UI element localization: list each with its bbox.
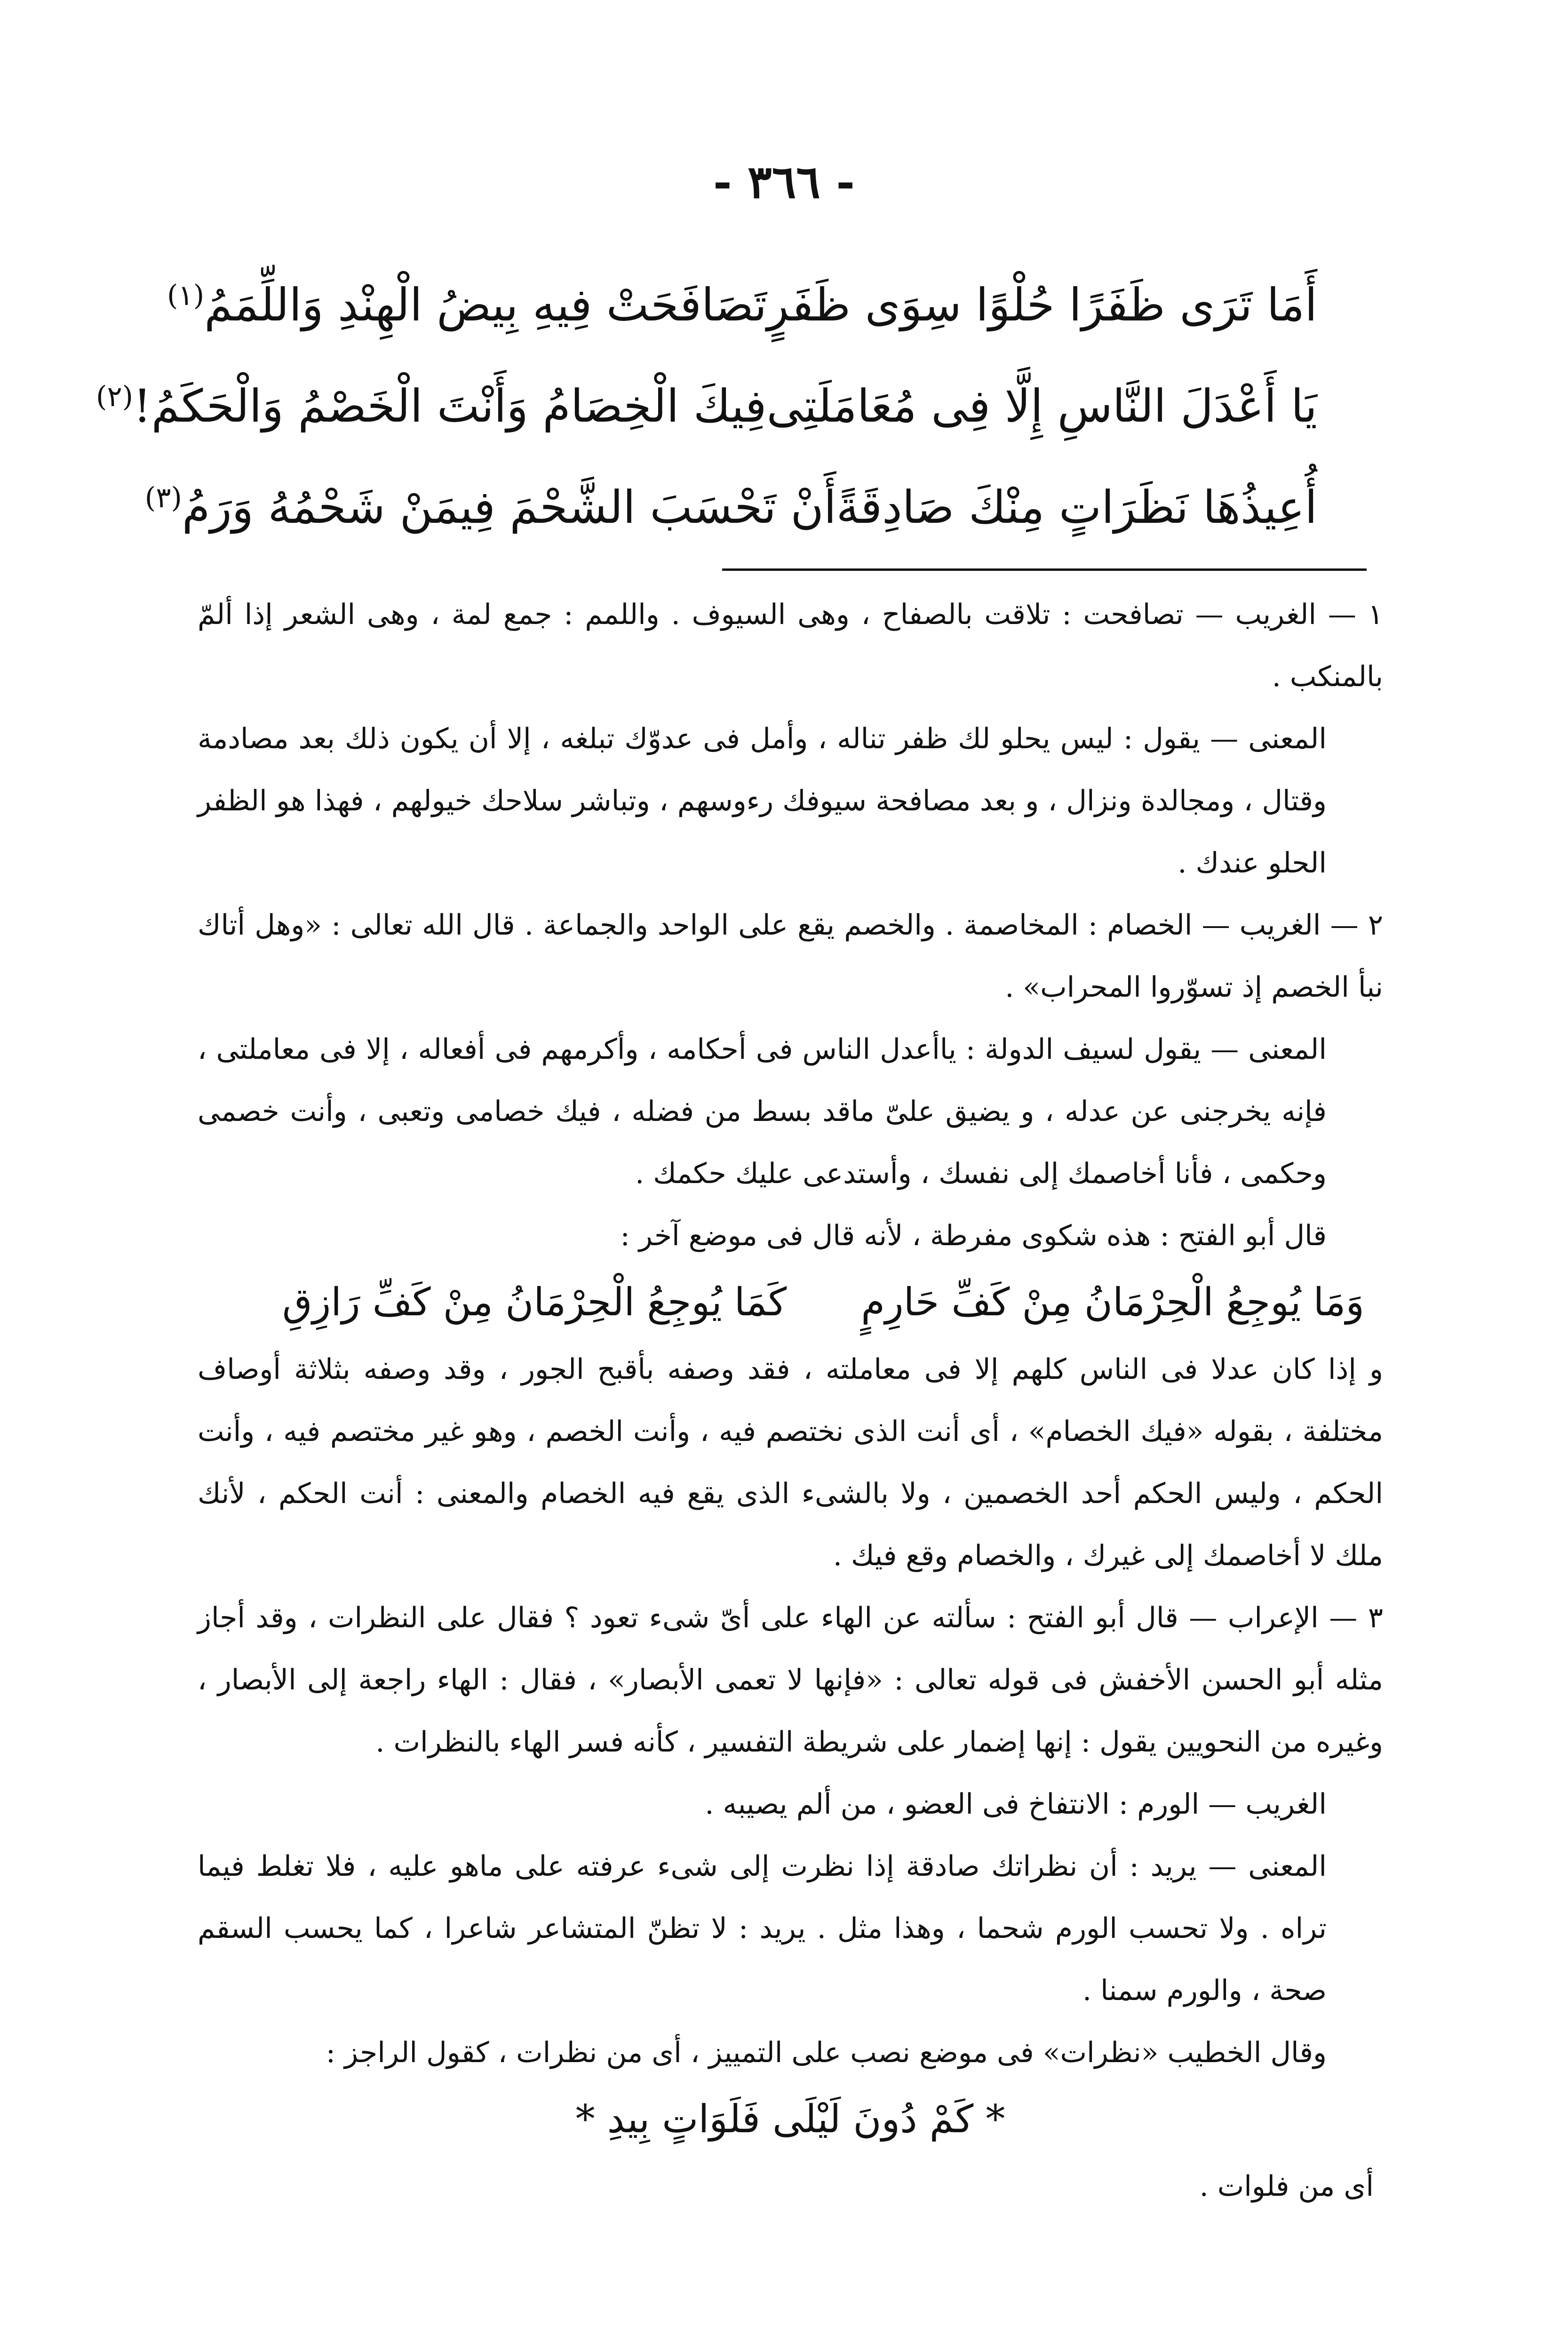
poem-verses	[96, 254, 1317, 558]
final-line: أى من فلوات .	[1199, 2170, 1374, 2203]
quoted-verse-second: كَمَا يُوجِعُ الْحِرْمَانُ مِنْ كَفِّ رَازِقِ	[282, 1280, 787, 1325]
verse-1	[167, 254, 1317, 355]
note-1-maana: المعنى — يقول : ليس يحلو لك ظفر تناله ، وأمل فى عدوّك تبلغه ، إلا أن يكون ذلك بعد مصادمة وقتال ، ومجالدة ونزال ، و بعد مصافحة سيوفك رءوسهم ، وتباشر سلاحك خيولهم ، فهذا هو الظفر الحلو عندك .	[198, 722, 1327, 880]
verse-3-first-hemistich: أُعِيذُهَا نَظَرَاتٍ مِنْكَ صَادِقَةً	[836, 480, 1317, 534]
verse-3-footnote-ref: (٣)	[144, 481, 182, 514]
footnote-divider	[722, 568, 1367, 571]
verse-3	[144, 456, 1317, 558]
note-3-gharib: الغريب — الورم : الانتفاخ فى العضو ، من ألم يصيبه .	[705, 1788, 1327, 1821]
verse-1-first-hemistich: أَمَا تَرَى ظَفَرًا حُلْوًا سِوَى ظَفَرٍ	[767, 278, 1317, 331]
note-2-continuation: و إذا كان عدلا فى الناس كلهم إلا فى معاملته ، فقد وصفه بأقبح الجور ، وقد وصفه بثلاثة أوصاف مختلفة ، بقوله «فيك الخصام» ، أى أنت الذى نختصم فيه ، وأنت الخصم ، وهو غير مختصم فيه ، وأنت الحكم ، وليس الحكم أحد الخصمين ، ولا بالشىء الذى يقع فيه الخصام والمعنى : أنت الحكم ، لأنك ملك لا أخاصمك إلى غيرك ، والخصام وقع فيك .	[198, 1353, 1383, 1572]
verse-2-first-hemistich: يَا أَعْدَلَ النَّاسِ إِلَّا فِى مُعَامَلَتِى	[766, 379, 1317, 432]
note-3-irab: ٣ — الإعراب — قال أبو الفتح : سألته عن الهاء على أىّ شىء تعود ؟ فقال على النظرات ، وقد أجاز مثله أبو الحسن الأخفش فى قوله تعالى : «فإنها لا تعمى الأبصار» ، فقال : الهاء راجعة إلى الأبصار ، وغيره من النحويين يقول : إنها إضمار على شريطة التفسير ، كأنه فسر الهاء بالنظرات .	[198, 1601, 1383, 1759]
verse-2-second-text: فِيكَ الْخِصَامُ وَأَنْتَ الْخَصْمُ وَالْحَكَمُ!	[133, 379, 767, 432]
note-2-gharib: ٢ — الغريب — الخصام : المخاصمة . والخصم يقع على الواحد والجماعة . قال الله تعالى : «وهل أتاك نبأ الخصم إذ تسوّروا المحراب» .	[198, 909, 1383, 1004]
verse-1-second-hemistich	[167, 279, 767, 331]
commentary	[198, 584, 1383, 2217]
note-1-gharib: ١ — الغريب — تصافحت : تلاقت بالصفاح ، وهى السيوف . واللمم : جمع لمة ، وهى الشعر إذا ألمّ بالمنكب .	[198, 598, 1383, 693]
page-number: - ٣٦٦ -	[713, 155, 855, 208]
quoted-verse-first: وَمَا يُوجِعُ الْحِرْمَانُ مِنْ كَفِّ حَارِمٍ	[861, 1280, 1364, 1325]
rajaz-verse: * كَمْ دُونَ لَيْلَى فَلَوَاتٍ بِيدِ *	[575, 2097, 1005, 2142]
verse-3-second-hemistich	[145, 481, 836, 534]
note-2-maana: المعنى — يقول لسيف الدولة : ياأعدل الناس فى أحكامه ، وأكرمهم فى أفعاله ، إلا فى معاملتى ، فإنه يخرجنى عن عدله ، و يضيق علىّ ماقد بسط من فضله ، فيك خصامى وتعبى ، وأنت خصمى وحكمى ، فأنا أخاصمك إلى نفسك ، وأستدعى عليك حكمك .	[198, 1033, 1327, 1190]
verse-2-footnote-ref: (٢)	[96, 380, 134, 413]
note-3-khatib: وقال الخطيب «نظرات» فى موضع نصب على التمييز ، أى من نظرات ، كقول الراجز :	[326, 2036, 1327, 2069]
verse-2-second-hemistich	[96, 380, 767, 432]
note-3-maana: المعنى — يريد : أن نظراتك صادقة إذا نظرت إلى شىء عرفته على ماهو عليه ، فلا تغلط فيما تراه . ولا تحسب الورم شحما ، وهذا مثل . يريد : لا تظنّ المتشاعر شاعرا ، كما يحسب السقم صحة ، والورم سمنا .	[198, 1850, 1327, 2007]
verse-3-second-text: أَنْ تَحْسَبَ الشَّحْمَ فِيمَنْ شَحْمُهُ وَرَمُ	[182, 480, 836, 534]
note-2-abulfath: قال أبو الفتح : هذه شكوى مفرطة ، لأنه قال فى موضع آخر :	[620, 1219, 1327, 1252]
verse-1-footnote-ref: (١)	[167, 279, 205, 312]
verse-2	[96, 355, 1317, 456]
quoted-verse	[198, 1267, 1383, 1338]
verse-1-second-text: تَصَافَحَتْ فِيهِ بِيضُ الْهِنْدِ وَاللِّمَمُ	[204, 278, 767, 331]
